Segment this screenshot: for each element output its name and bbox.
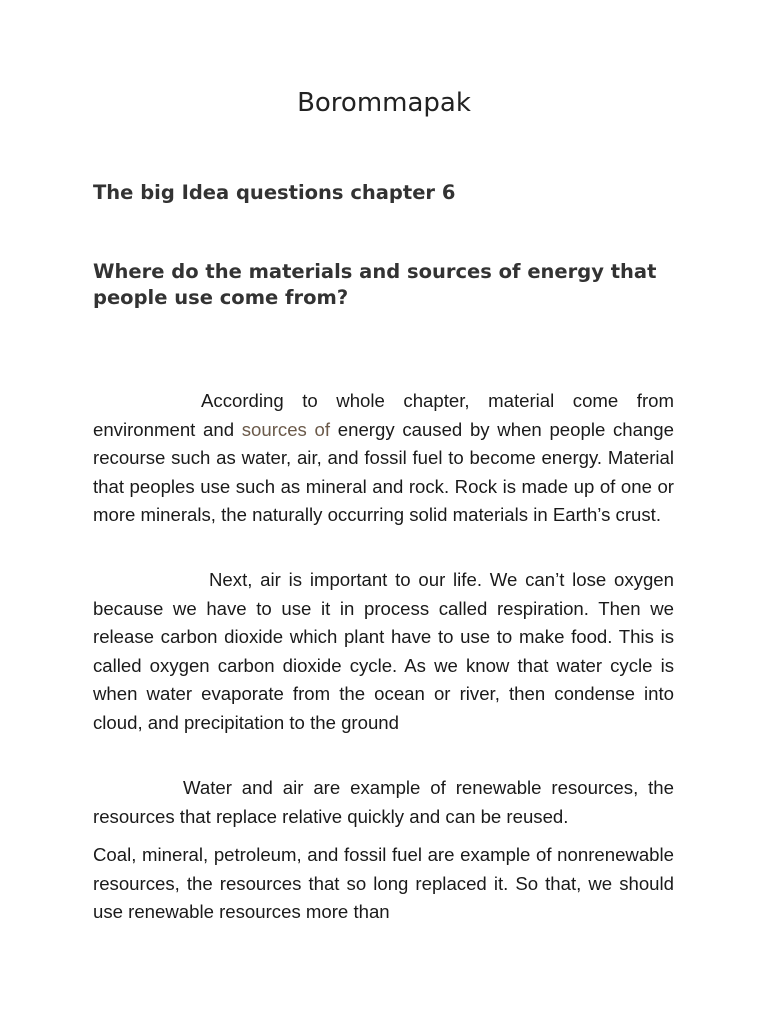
paragraph-1-text-a: According to whole chapter, material come from environment and (93, 390, 674, 440)
paragraph-2-text: Next, air is important to our life. We can’t lose oxygen because we have to use it in process called respiration. Then we release carbon dioxide which plant have to use to make food. This is called oxygen carbon dioxide cycle. As we know that water cycle is when water evaporate from the ocean or river, then condense into cloud, and precipitation to the ground (93, 569, 674, 733)
paragraph-4-text: Coal, mineral, petroleum, and fossil fuel are example of nonrenewable resources, the resources that so long replaced it. So that, we should use renewable resources more than (93, 844, 674, 922)
paragraph-3 (93, 774, 674, 831)
question-heading: Where do the materials and sources of energy that people use come from? (93, 260, 657, 309)
document-title: Borommapak (297, 88, 471, 118)
paragraph-3-text: Water and air are example of renewable resources, the resources that replace relative quickly and can be reused. (93, 777, 674, 827)
paragraph-1-highlight: sources of (241, 418, 331, 440)
paragraph-1 (93, 387, 674, 530)
paragraph-1-text-b: energy caused by when people change recourse such as water, air, and fossil fuel to become energy. Material that peoples use such as mineral and rock. Rock is made up of one or more minerals, the naturally occurring solid materials in Earth’s crust. (93, 418, 674, 525)
paragraph-4 (93, 841, 674, 927)
paragraph-2 (93, 566, 674, 737)
chapter-heading: The big Idea questions chapter 6 (93, 181, 456, 204)
